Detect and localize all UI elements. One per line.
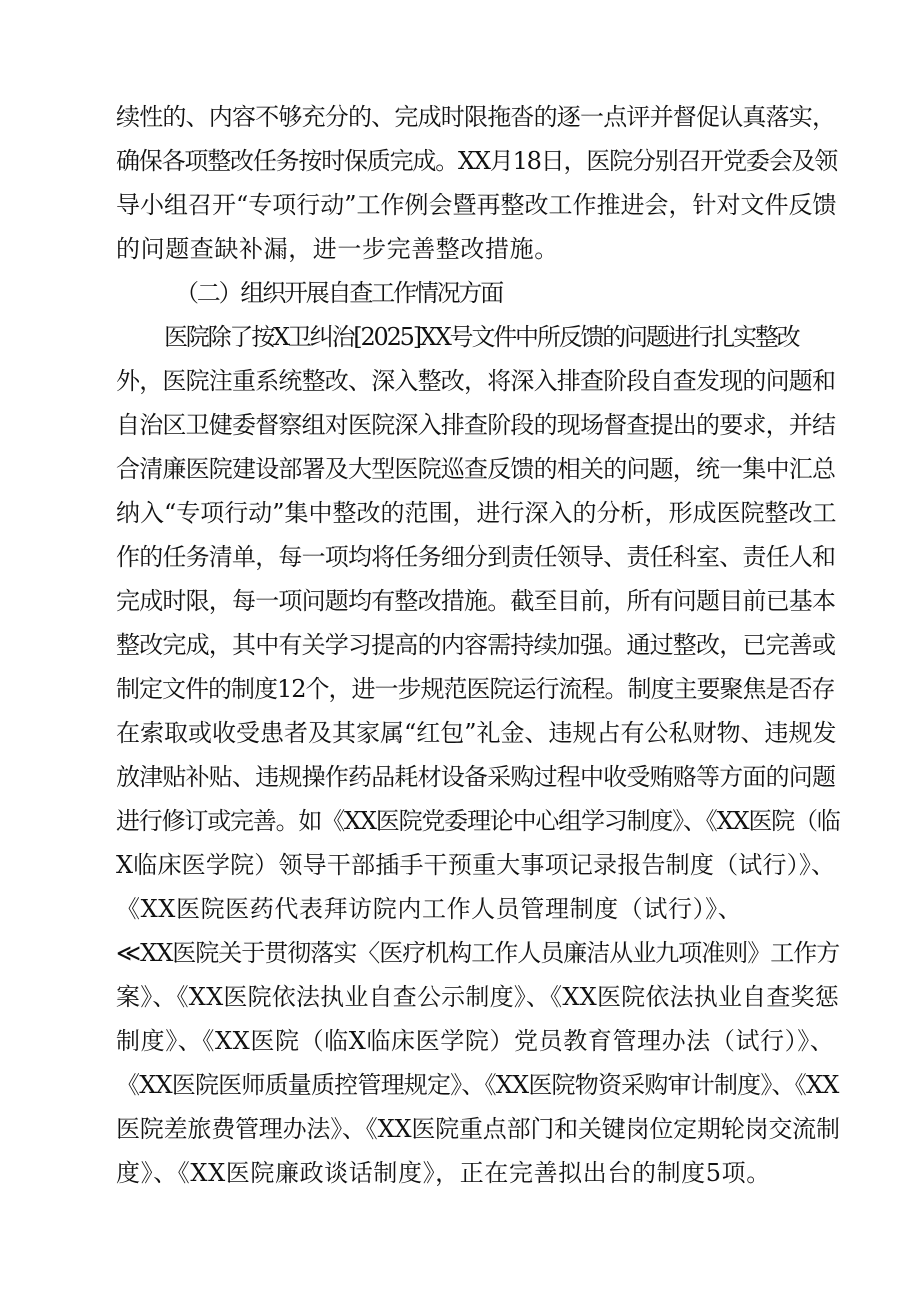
paragraph-line: 自治区卫健委督察组对医院深入排查阶段的现场督查提出的要求，并结 [116,411,836,439]
paragraph-line: 制定文件的制度12个，进一步规范医院运行流程。制度主要聚焦是否存 [116,675,835,703]
paragraph-line: 制度》、《XX医院（临X临床医学院）党员教育管理办法（试行）》、 [116,1027,835,1055]
paragraph-line: 放津贴补贴、违规操作药品耗材设备采购过程中收受贿赂等方面的问题 [116,763,836,791]
paragraph-line: 合清廉医院建设部署及大型医院巡查反馈的相关的问题，统一集中汇总 [116,455,836,483]
paragraph-line: 度》、《XX医院廉政谈话制度》，正在完善拟出台的制度5项。 [116,1159,771,1187]
paragraph-line: 在索取或收受患者及其家属“红包”礼金、违规占有公私财物、违规发 [116,719,837,747]
paragraph-line: 外，医院注重系统整改、深入整改，将深入排查阶段自查发现的问题和 [116,367,836,395]
paragraph-line: 进行修订或完善。如《XX医院党委理论中心组学习制度》、《XX医院（临 [116,807,840,835]
paragraph-line: 作的任务清单，每一项均将任务细分到责任领导、责任科室、责任人和 [116,543,836,571]
section-heading: （二）组织开展自查工作情况方面 [175,279,502,307]
paragraph-line: 案》、《XX医院依法执业自查公示制度》、《XX医院依法执业自查奖惩 [116,983,839,1011]
paragraph-line: 续性的、内容不够充分的、完成时限拖沓的逐一点评并督促认真落实， [116,103,836,131]
paragraph-line: 确保各项整改任务按时保质完成。XX月18日，医院分别召开党委会及领 [116,147,838,175]
paragraph-line: 纳入“专项行动”集中整改的范围，进行深入的分析，形成医院整改工 [116,499,837,527]
paragraph-line: 导小组召开“专项行动”工作例会暨再整改工作推进会，针对文件反馈 [116,191,837,219]
paragraph-line: 医院差旅费管理办法》、《XX医院重点部门和关键岗位定期轮岗交流制 [116,1115,840,1143]
paragraph-line: 《XX医院医师质量质控管理规定》、《XX医院物资采购审计制度》、《XX [116,1071,839,1099]
paragraph-line: 医院除了按X卫纠治[2025]XX号文件中所反馈的问题进行扎实整改 [164,323,799,351]
paragraph-line: ≪XX医院关于贯彻落实〈医疗机构工作人员廉洁从业九项准则》工作方 [116,939,840,967]
paragraph-line: 整改完成，其中有关学习提高的内容需持续加强。通过整改，已完善或 [116,631,836,659]
paragraph-line: 的问题查缺补漏，进一步完善整改措施。 [116,235,559,263]
paragraph-line: 《XX医院医药代表拜访院内工作人员管理制度（试行）》、 [116,895,743,923]
paragraph-line: 完成时限，每一项问题均有整改措施。截至目前，所有问题目前已基本 [116,587,836,615]
paragraph-line: X临床医学院）领导干部插手干预重大事项记录报告制度（试行）》、 [116,851,836,879]
